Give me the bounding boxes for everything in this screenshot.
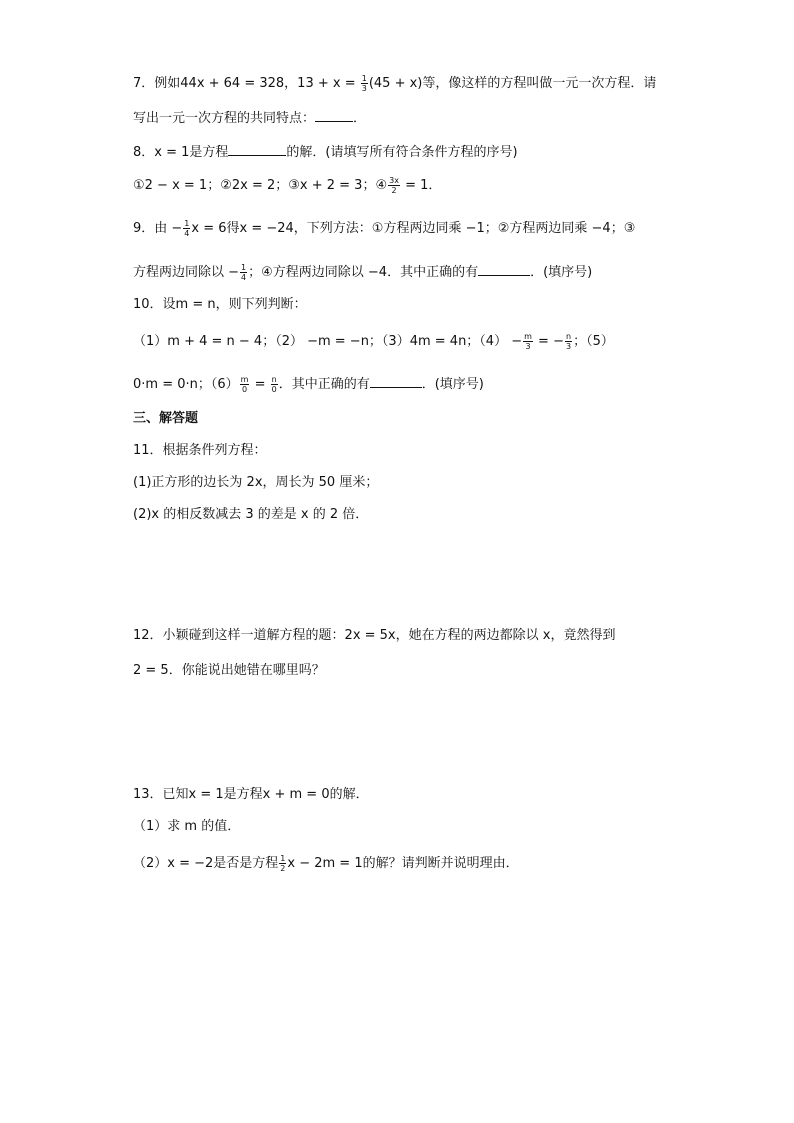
question-11-part-2: (2)x 的相反数减去 3 的差是 x 的 2 倍． xyxy=(133,507,369,522)
q10-options-c: 0·m = 0·n；（6） xyxy=(133,377,239,392)
q9-text-c: 方程两边同除以 − xyxy=(133,265,240,280)
q8-fraction: $\frac{3x}{2}$ xyxy=(389,176,399,195)
q10-fraction-1: $\frac{m}{3}$ xyxy=(524,332,532,351)
q13-text-b: x − 2m = 1的解？请判断并说明理由． xyxy=(287,856,519,871)
q10-options-a: （1）m + 4 = n − 4；（2） −m = −n；（3）4m = 4n；（4） − xyxy=(133,334,523,349)
q8-text-b: 的解．(请填写所有符合条件方程的序号) xyxy=(286,145,518,160)
q13-text-a: （2）x = −2是否是方程 xyxy=(133,856,279,871)
q9-text-a: 9．由 − xyxy=(133,221,183,236)
question-11-line-1: 11．根据条件列方程： xyxy=(133,443,267,458)
q7-answer-blank[interactable] xyxy=(315,108,353,122)
question-13-part-1: （1）求 m 的值． xyxy=(133,819,241,834)
q10-fraction-2: $\frac{n}{3}$ xyxy=(565,332,572,351)
q9-text-d: ；④方程两边同除以 −4．其中正确的有 xyxy=(248,265,479,280)
q9-fraction-1: $\frac{1}{4}$ xyxy=(184,219,190,238)
question-8-line-2 xyxy=(133,176,441,195)
q10-answer-blank[interactable] xyxy=(370,374,422,388)
q8-text-a: 8．x = 1是方程 xyxy=(133,145,229,160)
q8-answer-blank[interactable] xyxy=(228,142,286,156)
q7-text-a: 7．例如44x + 64 = 328，13 + x = xyxy=(133,76,360,91)
question-10-line-2: （1）m + 4 = n − 4；（2） −m = −n；（3）4m = 4n；（4） − $\frac{m}{3}$ = − $\frac{n}{3}$ ；（5） xyxy=(133,332,614,351)
question-12-line-2: 2 = 5．你能说出她错在哪里吗？ xyxy=(133,663,325,678)
q10-options-d: ．其中正确的有 xyxy=(278,377,370,392)
q10-fraction-3: $\frac{m}{0}$ xyxy=(240,375,249,394)
question-10-line-1 xyxy=(133,296,307,314)
question-10-line-3: 0·m = 0·n；（6） $\frac{m}{0}$ = $\frac{n}{0}$ ．其中正确的有 ．(填序号) xyxy=(133,375,484,394)
q10-text: 10．设m = n，则下列判断： xyxy=(133,297,307,312)
q9-fraction-2: $\frac{1}{4}$ xyxy=(241,263,247,282)
q13-fraction: $\frac{1}{2}$ xyxy=(280,854,286,873)
q7-text-b: (45 + x)等，像这样的方程叫做一元一次方程．请 xyxy=(368,76,657,91)
q8-options-a: ①2 − x = 1；②2x = 2；③x + 2 = 3；④ xyxy=(133,178,388,193)
question-13-part-2 xyxy=(133,854,519,873)
q7-fraction: $\frac{1}{3}$ xyxy=(361,74,367,93)
q10-fraction-4: $\frac{n}{0}$ xyxy=(271,375,277,394)
question-9-line-2: 方程两边同除以 − $\frac{1}{4}$ ；④方程两边同除以 −4．其中正确的有 ．(填序号) xyxy=(133,263,593,282)
q10-options-b: ；（5） xyxy=(573,334,614,349)
question-8-line-1 xyxy=(133,142,518,162)
question-7-line-2: 写出一元一次方程的共同特点： ． xyxy=(133,108,366,128)
q9-text-b: x = 6得x = −24，下列方法：①方程两边同乘 −1；②方程两边同乘 −4；③ xyxy=(191,221,636,236)
question-9-line-1 xyxy=(133,219,635,238)
question-13-line-1: 13．已知x = 1是方程x + m = 0的解． xyxy=(133,787,369,802)
q8-options-b: = 1． xyxy=(400,178,442,193)
question-12-line-1: 12．小颖碰到这样一道解方程的题：2x = 5x，她在方程的两边都除以 x，竟然得到 xyxy=(133,628,616,643)
question-11-part-1: (1)正方形的边长为 2x，周长为 50 厘米； xyxy=(133,475,379,490)
question-7-line-1 xyxy=(133,74,656,93)
section-3-heading: 三、解答题 xyxy=(133,411,199,426)
q9-answer-blank[interactable] xyxy=(478,262,530,276)
q7-prompt: 写出一元一次方程的共同特点： xyxy=(133,111,316,126)
